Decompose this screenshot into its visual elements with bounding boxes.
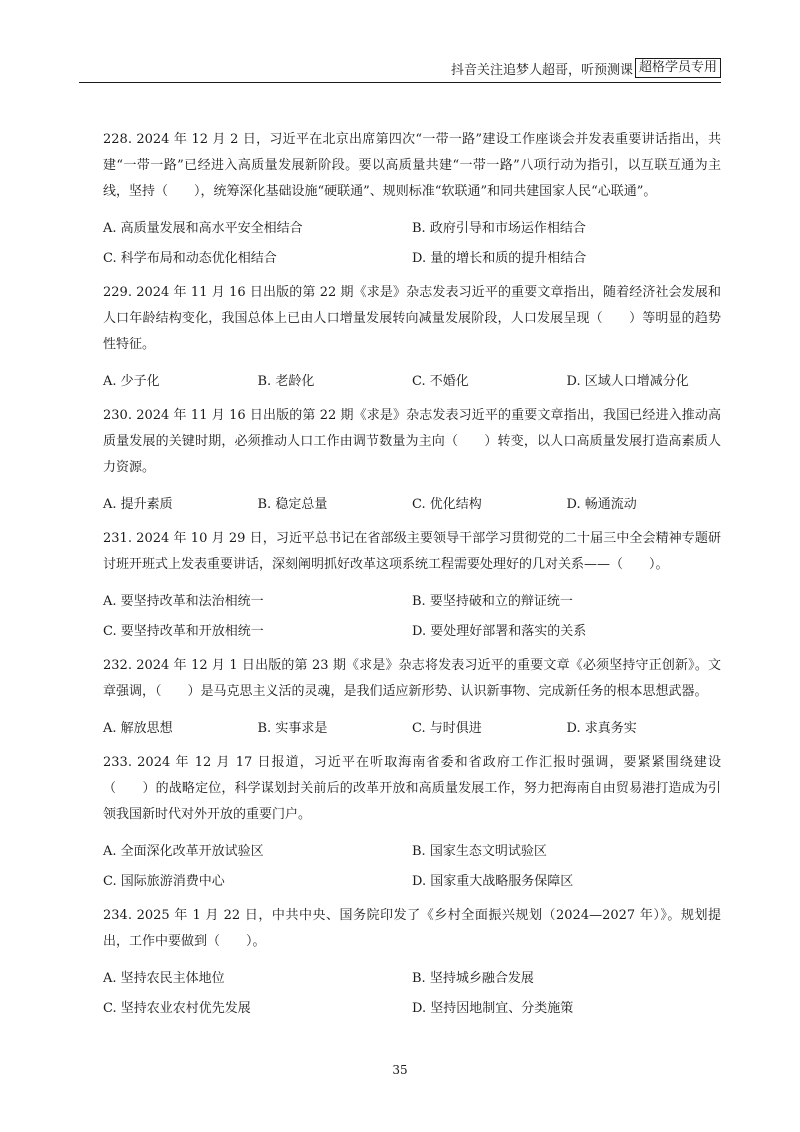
option-a: A. 少子化: [103, 374, 160, 389]
option-list: [103, 214, 721, 274]
option-a: A. 要坚持改革和法治相统一: [103, 594, 264, 609]
option-c: C. 优化结构: [412, 497, 482, 512]
option-c: C. 要坚持改革和开放相统一: [103, 624, 264, 639]
option-d: D. 求真务实: [566, 721, 637, 736]
option-a: A. 坚持农民主体地位: [103, 971, 225, 986]
question-229: [103, 280, 721, 397]
option-list: [103, 714, 721, 744]
option-d: D. 畅通流动: [566, 497, 637, 512]
option-list: [103, 587, 721, 647]
option-d: D. 要处理好部署和落实的关系: [412, 624, 587, 639]
question-stem: 231. 2024 年 10 月 29 日，习近平总书记在省部级主要领导干部学习贯彻党的二十届三中全会精神专题研讨班开班式上发表重要讲话，深刻阐明抓好改革这项系统工程需要处理好的几对关系——（ ）。: [103, 531, 721, 572]
option-a: A. 提升素质: [103, 497, 173, 512]
question-stem: 229. 2024 年 11 月 16 日出版的第 22 期《求是》杂志发表习近平的重要文章指出，随着经济社会发展和人口年龄结构变化，我国总体上已由人口增量发展转向减量发展阶段，人口发展呈现（ ）等明显的趋势性特征。: [103, 285, 721, 352]
option-b: B. 政府引导和市场运作相结合: [412, 221, 586, 236]
question-228: [103, 127, 721, 274]
option-c: C. 坚持农业农村优先发展: [103, 1001, 251, 1016]
question-233: [103, 750, 721, 897]
option-a: A. 高质量发展和高水平安全相结合: [103, 221, 303, 236]
option-d: D. 国家重大战略服务保障区: [412, 874, 574, 889]
option-b: B. 国家生态文明试验区: [412, 844, 547, 859]
question-234: [103, 903, 721, 1024]
question-stem: 233. 2024 年 12 月 17 日报道，习近平在听取海南省委和省政府工作汇报时强调，要紧紧围绕建设（ ）的战略定位，科学谋划封关前后的改革开放和高质量发展工作，努力把海南自由贸易港打造成为引领我国新时代对外开放的重要门户。: [103, 755, 721, 822]
header-divider: [79, 82, 721, 83]
option-b: B. 稳定总量: [257, 497, 328, 512]
option-list: [103, 837, 721, 897]
question-stem: 234. 2025 年 1 月 22 日，中共中央、国务院印发了《乡村全面振兴规划（2024—2027 年）》。规划提出，工作中要做到（ ）。: [103, 908, 721, 949]
question-230: [103, 403, 721, 520]
option-d: D. 区域人口增减分化: [566, 374, 689, 389]
option-c: C. 不婚化: [412, 374, 469, 389]
option-list: [103, 490, 721, 520]
question-231: [103, 526, 721, 647]
question-stem: 232. 2024 年 12 月 1 日出版的第 23 期《求是》杂志将发表习近平的重要文章《必须坚持守正创新》。文章强调，（ ）是马克思主义活的灵魂，是我们适应新形势、认识新事物、完成新任务的根本思想武器。: [103, 658, 721, 699]
option-a: A. 全面深化改革开放试验区: [103, 844, 264, 859]
option-b: B. 实事求是: [257, 721, 328, 736]
question-stem: 230. 2024 年 11 月 16 日出版的第 22 期《求是》杂志发表习近平的重要文章指出，我国已经进入推动高质量发展的关键时期，必须推动人口工作由调节数量为主向（ ）转变，以人口高质量发展打造高素质人力资源。: [103, 408, 721, 475]
question-232: [103, 653, 721, 744]
option-b: B. 坚持城乡融合发展: [412, 971, 534, 986]
header-badge: 超格学员专用: [635, 58, 721, 78]
option-c: C. 与时俱进: [412, 721, 482, 736]
option-a: A. 解放思想: [103, 721, 173, 736]
question-stem: 228. 2024 年 12 月 2 日，习近平在北京出席第四次“一带一路”建设工作座谈会并发表重要讲话指出，共建“一带一路”已经进入高质量发展新阶段。要以高质量共建“一带一路”八项行动为指引，以互联互通为主线，坚持（ ），统筹深化基础设施“硬联通”、规则标准“软联通”和同共建国家人民“心联通”。: [103, 132, 721, 199]
option-c: C. 国际旅游消费中心: [103, 874, 225, 889]
option-b: B. 要坚持破和立的辩证统一: [412, 594, 573, 609]
option-d: D. 坚持因地制宜、分类施策: [412, 1001, 574, 1016]
option-list: [103, 964, 721, 1024]
header-text: 抖音关注追梦人超哥，听预测课: [450, 62, 633, 78]
option-list: [103, 367, 721, 397]
option-c: C. 科学布局和动态优化相结合: [103, 251, 277, 266]
option-d: D. 量的增长和质的提升相结合: [412, 251, 587, 266]
page-number: 35: [392, 1063, 408, 1077]
option-b: B. 老龄化: [257, 374, 315, 389]
page-header: [451, 58, 721, 78]
question-list: [103, 127, 721, 1030]
